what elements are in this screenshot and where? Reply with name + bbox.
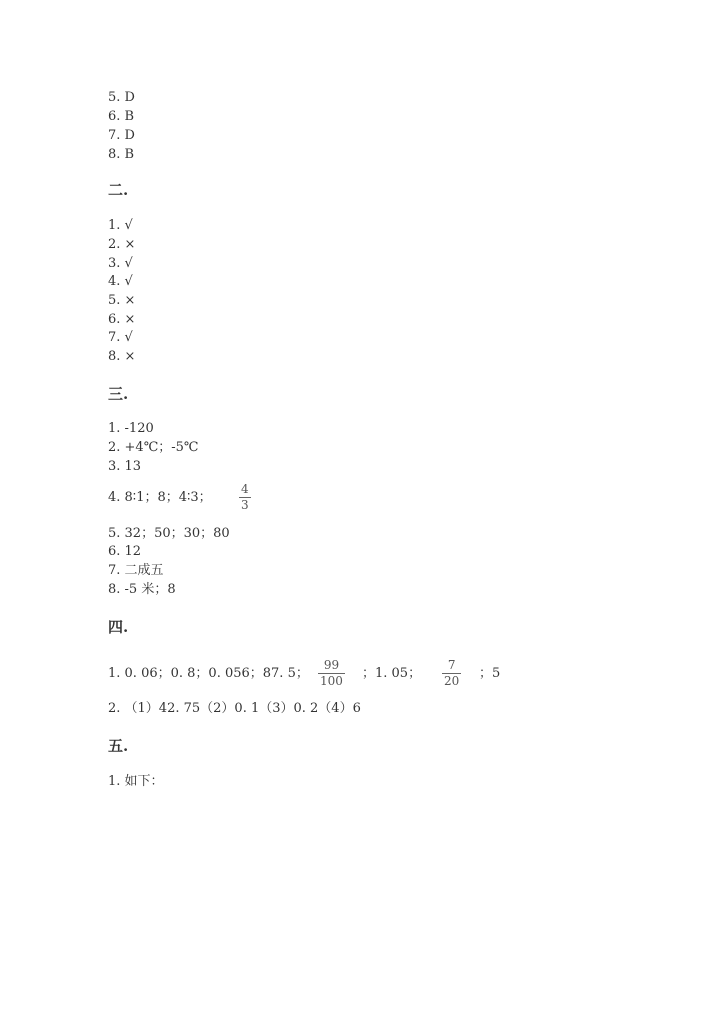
answer-line: 3. √ [108, 256, 133, 271]
answer-line: 8. B [108, 147, 135, 162]
answer-line: 6. × [108, 312, 136, 327]
fraction [442, 659, 461, 688]
answer-line: 1. √ [108, 218, 133, 233]
fraction-denominator: 3 [241, 498, 249, 512]
fraction-denominator: 20 [444, 674, 460, 688]
answer-line-part: ；5 [479, 666, 501, 681]
answer-line: 1. 如下： [108, 774, 164, 789]
fraction [239, 483, 251, 512]
answer-line: 5. 32；50；30；80 [108, 526, 230, 541]
answer-line: 7. √ [108, 330, 133, 345]
fraction-numerator: 99 [323, 658, 340, 672]
answer-line: 1. -120 [108, 421, 154, 436]
answer-line: 5. × [108, 293, 136, 308]
answer-line-part: ；1. 05； [362, 666, 422, 681]
answer-line: 2. × [108, 237, 136, 252]
answer-line: 1. 0. 06；0. 8；0. 056；87. 5； [108, 666, 309, 681]
answer-line: 2. +4℃；-5℃ [108, 440, 199, 455]
fraction [318, 659, 345, 688]
answer-line: 6. 12 [108, 544, 142, 559]
answer-line: 7. D [108, 128, 135, 143]
section-heading: 二. [108, 181, 129, 199]
answer-line: 8. × [108, 349, 136, 364]
answer-line: 8. -5 米；8 [108, 582, 176, 597]
answer-line: 3. 13 [108, 459, 142, 474]
section-heading: 五. [108, 737, 129, 755]
fraction-denominator: 100 [320, 674, 343, 688]
fraction-numerator: 7 [447, 658, 456, 672]
answer-line: 4. √ [108, 274, 133, 289]
answer-line: 4. 8∶1；8；4∶3； [108, 490, 212, 505]
section-heading: 四. [108, 618, 129, 636]
answer-line: 5. D [108, 90, 135, 105]
fraction-numerator: 4 [241, 482, 249, 496]
answer-line: 6. B [108, 109, 135, 124]
section-heading: 三. [108, 385, 129, 403]
answer-line: 2. （1）42. 75（2）0. 1（3）0. 2（4）6 [108, 701, 361, 716]
answer-line: 7. 二成五 [108, 563, 164, 578]
